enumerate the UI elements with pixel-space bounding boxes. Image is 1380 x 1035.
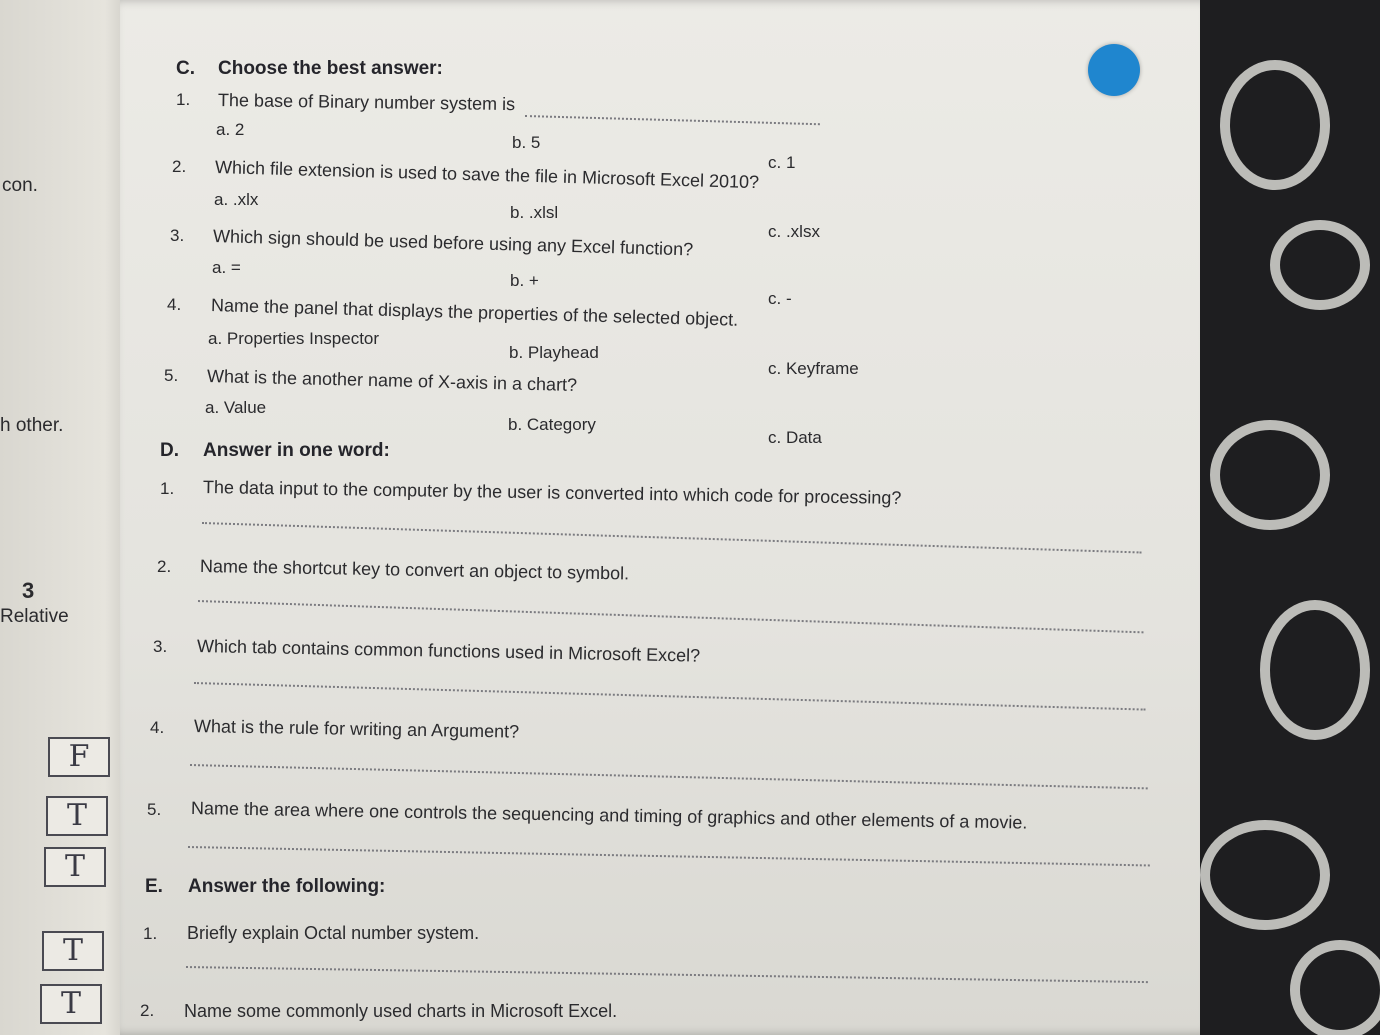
handwritten-answer-box: T — [46, 796, 108, 836]
section-d-heading: Answer in one word: — [203, 440, 390, 461]
question-number: 4. — [167, 295, 182, 314]
mcq-question: The base of Binary number system is — [217, 90, 516, 115]
mcq-option-c: c. - — [768, 289, 792, 308]
section-c-heading: Choose the best answer: — [218, 58, 443, 79]
question-number: 2. — [140, 1001, 155, 1020]
long-question: Briefly explain Octal number system. — [187, 923, 480, 943]
mcq-option-c: c. 1 — [768, 153, 796, 172]
left-page-fragment: con. — [2, 175, 38, 196]
mcq-option-a: a. Properties Inspector — [208, 329, 380, 348]
section-e-letter: E. — [145, 876, 163, 897]
mcq-option-b: b. 5 — [512, 133, 541, 152]
short-question: What is the rule for writing an Argument? — [193, 716, 520, 742]
question-number: 4. — [150, 718, 165, 737]
question-number: 5. — [164, 366, 179, 385]
mcq-option-c: c. Data — [768, 428, 822, 447]
blue-sticker-dot — [1088, 44, 1140, 96]
handwritten-answer-box: T — [42, 931, 104, 971]
handwritten-answer-box: T — [44, 847, 106, 887]
short-question: Name the area where one controls the sequencing and timing of graphics and other elements of a movie. — [190, 798, 1028, 833]
mcq-question: Which sign should be used before using any Excel function? — [212, 226, 694, 260]
mcq-option-a: a. Value — [205, 398, 267, 417]
section-c-letter: C. — [176, 58, 195, 79]
question-number: 2. — [157, 557, 172, 576]
mcq-question: Name the panel that displays the properties of the selected object. — [210, 295, 739, 330]
mcq-option-c: c. Keyframe — [768, 359, 859, 378]
left-page-fragment: Relative — [0, 606, 69, 627]
mcq-option-b: b. + — [510, 271, 539, 290]
left-page-fragment: h other. — [0, 415, 64, 436]
handwritten-answer-box: F — [48, 737, 110, 777]
section-e-heading: Answer the following: — [188, 876, 386, 897]
long-question: Name some commonly used charts in Microsoft Excel. — [184, 1001, 618, 1021]
mcq-option-b: b. .xlsl — [510, 203, 559, 222]
mcq-question: Which file extension is used to save the file in Microsoft Excel 2010? — [214, 157, 760, 193]
mcq-option-a: a. = — [212, 258, 241, 277]
question-number: 1. — [176, 90, 191, 109]
handwritten-answer-box: T — [40, 984, 102, 1024]
mcq-option-a: a. 2 — [216, 120, 245, 139]
question-number: 5. — [147, 800, 162, 819]
question-number: 3. — [170, 226, 185, 245]
short-question: Which tab contains common functions used in Microsoft Excel? — [196, 636, 701, 666]
left-page-fragment: 3 — [22, 578, 35, 603]
question-number: 1. — [143, 924, 158, 943]
section-d-letter: D. — [160, 440, 179, 461]
patterned-cloth-background — [1200, 0, 1380, 1035]
mcq-option-c: c. .xlsx — [768, 222, 820, 241]
question-number: 2. — [172, 157, 187, 176]
mcq-option-a: a. .xlx — [214, 190, 259, 209]
mcq-option-b: b. Playhead — [509, 343, 599, 362]
mcq-question: What is the another name of X-axis in a chart? — [206, 366, 578, 396]
mcq-option-b: b. Category — [508, 415, 596, 434]
question-number: 3. — [153, 637, 168, 656]
question-number: 1. — [160, 479, 175, 498]
short-question: Name the shortcut key to convert an object to symbol. — [199, 556, 630, 584]
short-question: The data input to the computer by the user is converted into which code for processing? — [202, 477, 902, 508]
